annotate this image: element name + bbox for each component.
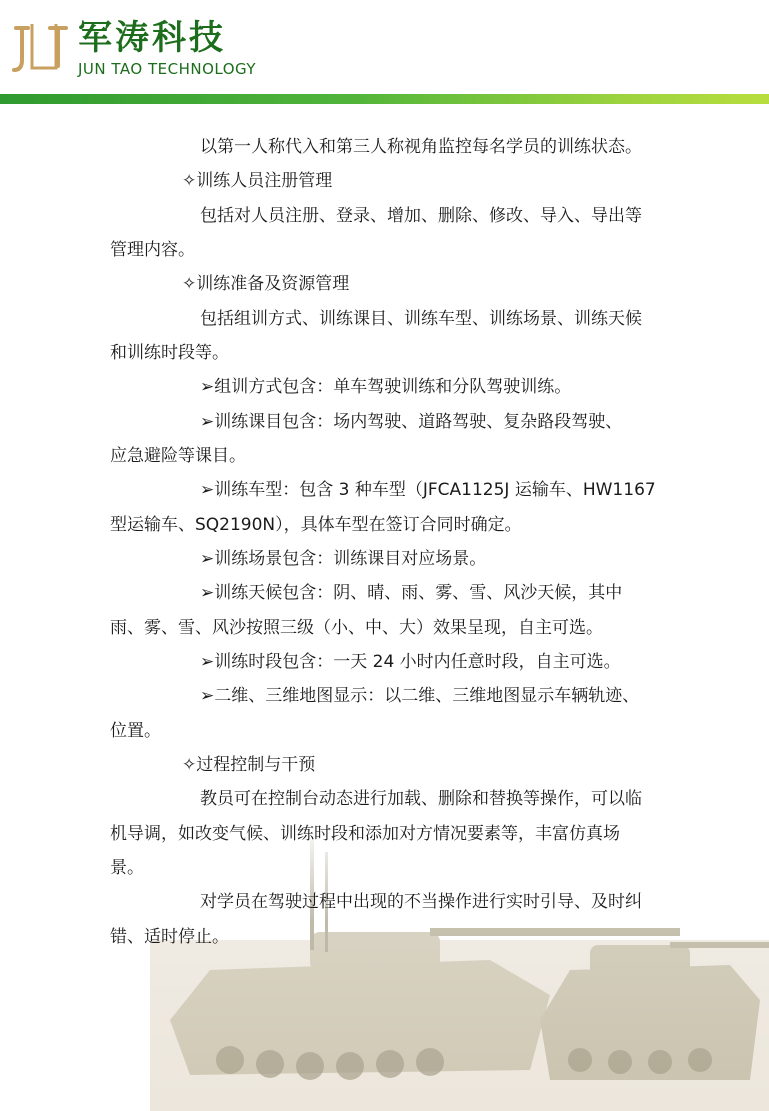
bullet-item: ➢训练时段包含：一天 24 小时内任意时段，自主可选。 — [200, 652, 621, 672]
body-line: 和训练时段等。 — [110, 343, 229, 363]
bullet-item: ➢训练场景包含：训练课目对应场景。 — [200, 549, 487, 569]
body-line: 管理内容。 — [110, 240, 195, 260]
section-heading: ✧训练人员注册管理 — [182, 171, 333, 191]
body-line: 错、适时停止。 — [110, 927, 229, 947]
body-line: 包括对人员注册、登录、增加、删除、修改、导入、导出等 — [200, 206, 642, 226]
company-name-en: JUN TAO TECHNOLOGY — [78, 60, 257, 78]
section-heading: ✧训练准备及资源管理 — [182, 274, 350, 294]
body-line: 包括组训方式、训练课目、训练车型、训练场景、训练天候 — [200, 309, 642, 329]
bullet-item: ➢组训方式包含：单车驾驶训练和分队驾驶训练。 — [200, 377, 572, 397]
body-line: 教员可在控制台动态进行加载、删除和替换等操作，可以临 — [200, 789, 642, 809]
bullet-item: ➢训练天候包含：阴、晴、雨、雾、雪、风沙天候，其中 — [200, 583, 623, 603]
body-line: 应急避险等课目。 — [110, 446, 246, 466]
bullet-item: ➢训练课目包含：场内驾驶、道路驾驶、复杂路段驾驶、 — [200, 412, 623, 432]
body-line: 位置。 — [110, 721, 161, 741]
bullet-item: ➢训练车型：包含 3 种车型（JFCA1125J 运输车、HW1167 — [200, 480, 656, 500]
body-line: 景。 — [110, 858, 144, 878]
body-line: 雨、雾、雪、风沙按照三级（小、中、大）效果呈现，自主可选。 — [110, 618, 603, 638]
body-line: 型运输车、SQ2190N），具体车型在签订合同时确定。 — [110, 515, 522, 535]
company-name-cn: 军涛科技 — [78, 18, 226, 58]
bullet-item: ➢二维、三维地图显示：以二维、三维地图显示车辆轨迹、 — [200, 686, 640, 706]
body-line: 对学员在驾驶过程中出现的不当操作进行实时引导、及时纠 — [200, 892, 642, 912]
body-line: 机导调，如改变气候、训练时段和添加对方情况要素等，丰富仿真场 — [110, 824, 620, 844]
body-line: 以第一人称代入和第三人称视角监控每名学员的训练状态。 — [200, 137, 642, 157]
section-heading: ✧过程控制与干预 — [182, 755, 316, 775]
